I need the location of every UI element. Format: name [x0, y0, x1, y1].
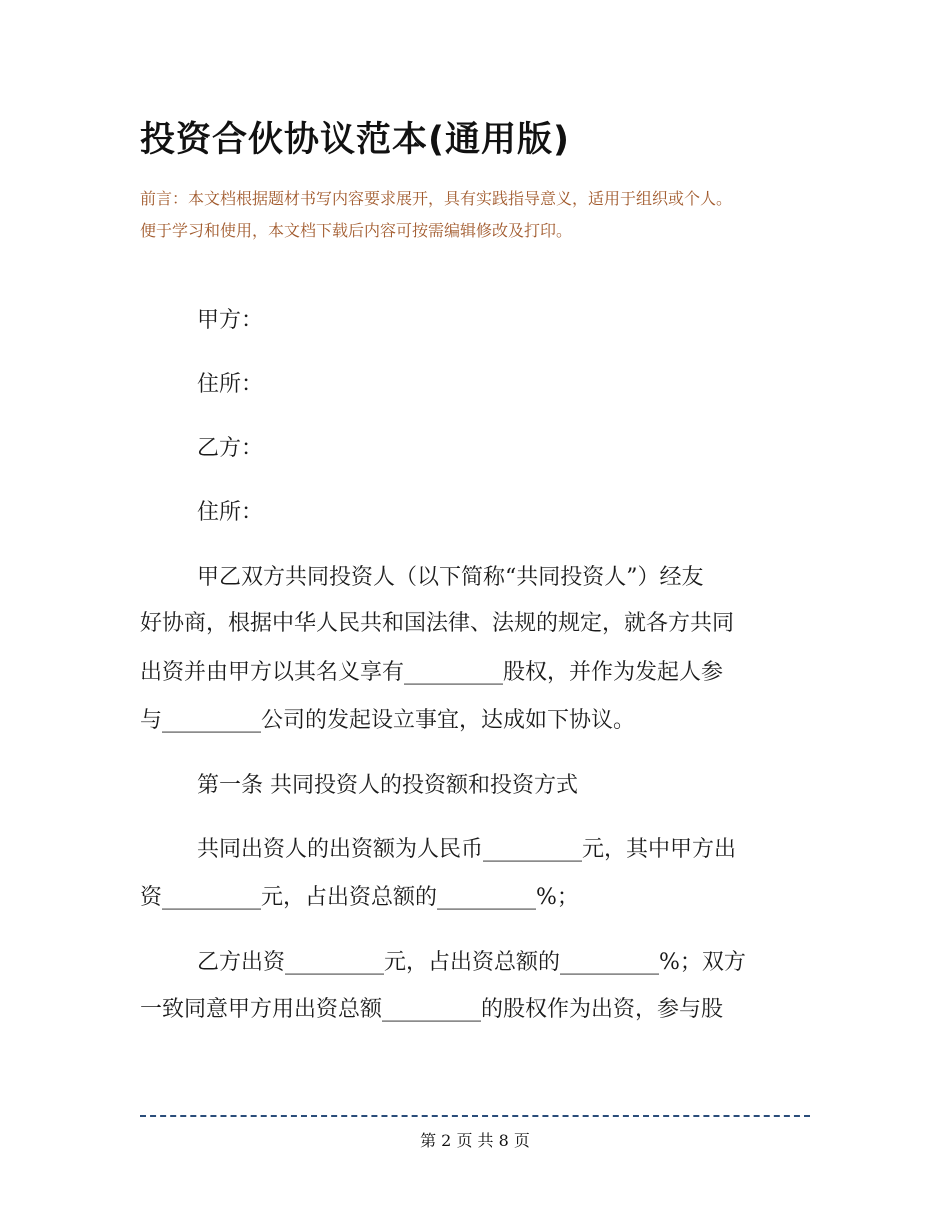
preface-line: 便于学习和使用，本文档下载后内容可按需编辑修改及打印。	[140, 221, 573, 240]
page-number: 第 2 页 共 8 页	[420, 1131, 530, 1150]
party-a-address-label: 住所：	[197, 372, 264, 397]
paragraph-line: 共同出资人的出资额为人民币_________元，其中甲方出	[197, 837, 737, 862]
party-a-label: 甲方：	[197, 308, 264, 333]
paragraph-line: 出资并由甲方以其名义享有_________股权，并作为发起人参	[140, 660, 724, 685]
document-title: 投资合伙协议范本(通用版)	[140, 120, 570, 160]
paragraph-line: 资_________元，占出资总额的_________%；	[140, 885, 579, 910]
paragraph-line: 一致同意甲方用出资总额_________的股权作为出资，参与股	[140, 997, 724, 1022]
footer-divider	[140, 1115, 810, 1117]
preface	[140, 183, 840, 247]
preface-line: 前言：本文档根据题材书写内容要求展开，具有实践指导意义，适用于组织或个人。	[140, 189, 733, 208]
paragraph-line: 乙方出资_________元，占出资总额的_________%；双方	[197, 950, 746, 975]
paragraph-line: 与_________公司的发起设立事宜，达成如下协议。	[140, 708, 636, 733]
party-b-address-label: 住所：	[197, 500, 264, 525]
article-heading: 第一条 共同投资人的投资额和投资方式	[197, 773, 578, 798]
party-b-label: 乙方：	[197, 436, 264, 461]
paragraph-line: 好协商，根据中华人民共和国法律、法规的规定，就各方共同	[140, 611, 735, 636]
paragraph-line: 甲乙双方共同投资人（以下简称“共同投资人”）经友	[197, 565, 704, 590]
